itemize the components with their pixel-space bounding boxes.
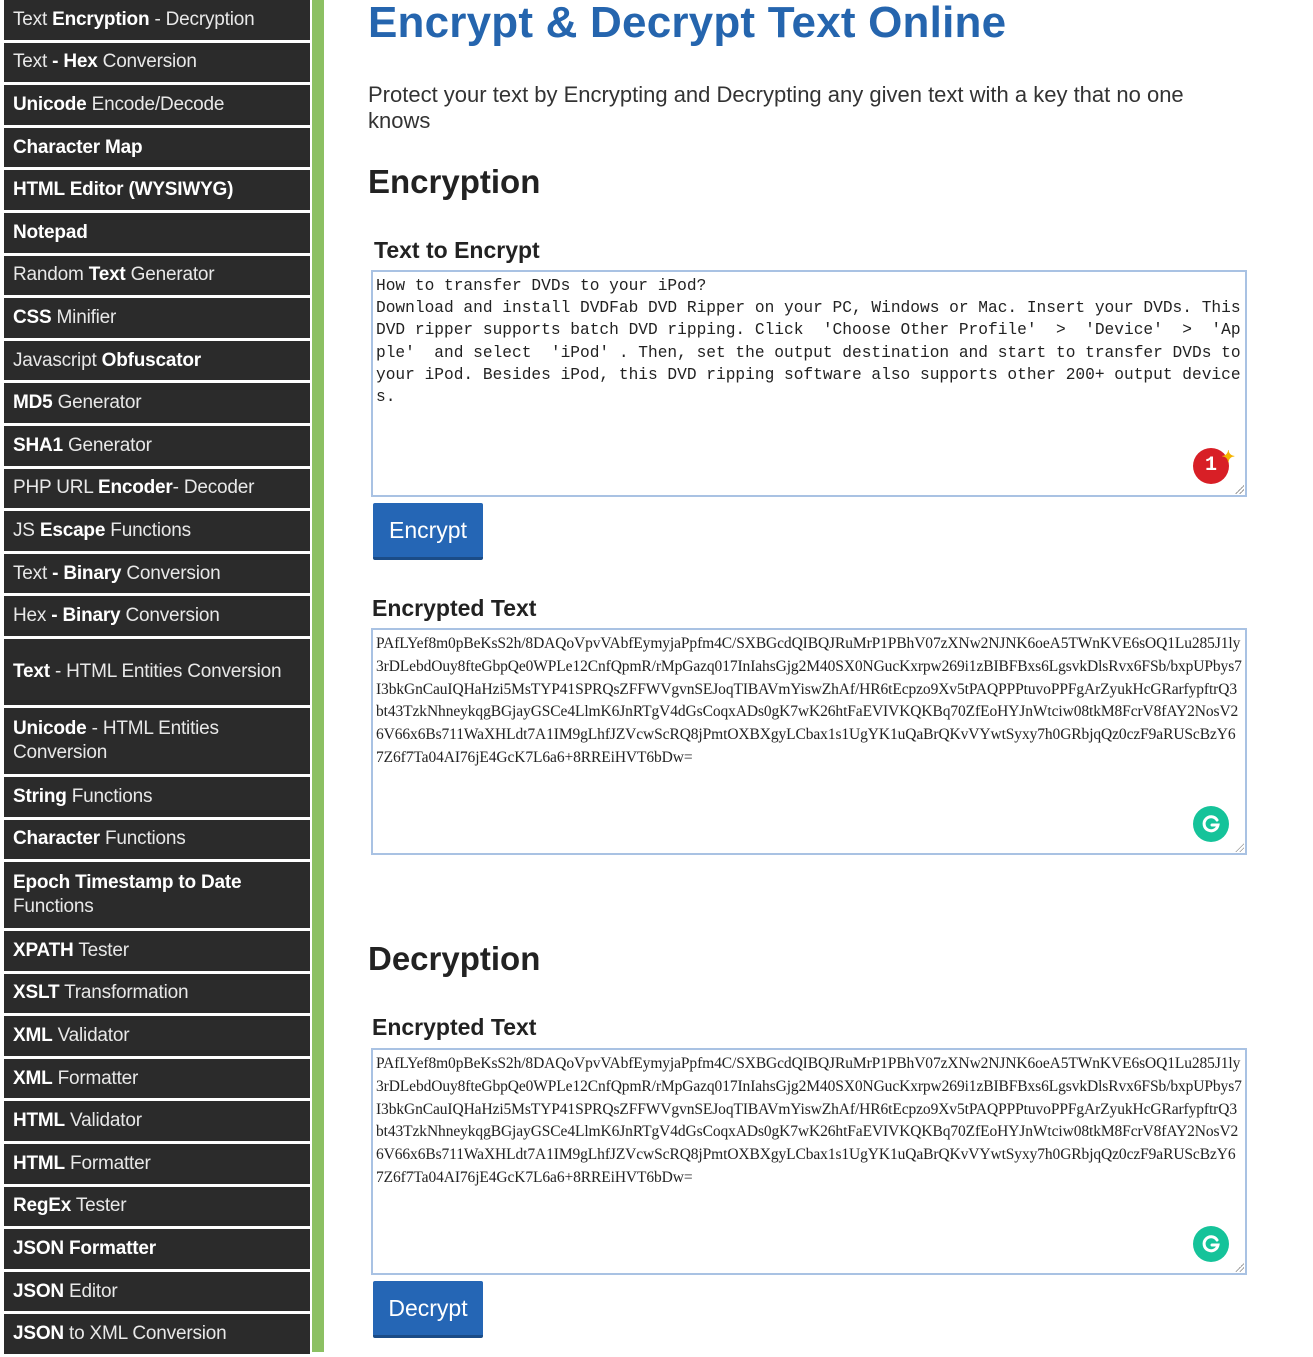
sidebar-nav (0, 0, 324, 1352)
sidebar-item[interactable] (4, 639, 310, 708)
resize-handle[interactable] (1234, 1262, 1244, 1272)
sidebar-item-label: HTML Validator (13, 1110, 142, 1132)
sidebar-item[interactable] (4, 511, 310, 554)
sidebar-item[interactable] (4, 1059, 310, 1102)
sidebar-item[interactable] (4, 85, 310, 128)
sidebar-item-label: Hex - Binary Conversion (13, 605, 220, 627)
sidebar-item-label: Unicode - HTML Entities Conversion (13, 717, 219, 763)
encryption-heading: Encryption (368, 163, 541, 200)
encrypted-text-label: Encrypted Text (372, 595, 537, 621)
sidebar-item-label: Notepad (13, 221, 88, 243)
sidebar-item[interactable] (4, 1314, 310, 1357)
sidebar-item[interactable] (4, 777, 310, 820)
sidebar-item[interactable] (4, 43, 310, 86)
decrypt-input-value: PAfLYef8m0pBeKsS2h/8DAQoVpvVAbfEymyjaPpfm4C/SXBGcdQIBQJRuMrP1PBhV07zXNw2NJNK6oeA5TWnKVE6sOQ1Lu285J1ly3rDLebdOuy8fteGbpQe0WPLe12CnfQpmR/rMpGazq017InIahsGjg2M40SX0NGucKxrpw269i1zBIBFBxs6LgsvkDlsRvx6FSb/bxpUPbys7I3bkGnCauIQHaHzi5MsTYP41SPRQsZFFWVgvnSEJoqTIBAVmYiswZhAf/HR6tEcpzo9Xv5tPAQPPPtuvoPPFgArZyukHcGRarfypftrQ3bt43TzkNhneykqgBGjayGSCe4LlmK6JnRTgV4dGsCoqxADs0gK7wK26htFaEVIVKQKBq70ZfEoHYJnWtciw08tkM8FcrV8fAY2NosV26V66x6Bs711WaXHLdt7A1IM9gLhfJZVcwScRQ8jPmtOXBXgyLCbax1s1UgYK1uQaBrQKvVYwtSyxy7h0GRbjqQz0czF9aRUScBzY67Z6f7Ta04AI76jE4GcK7L6a6+8RREiHVT6bDw= (376, 1055, 1242, 1186)
sidebar-item[interactable] (4, 341, 310, 384)
sidebar-item[interactable] (4, 1144, 310, 1187)
sidebar-item-label: Javascript Obfuscator (13, 349, 201, 371)
sidebar-item[interactable] (4, 1016, 310, 1059)
sidebar-item-label: JS Escape Functions (13, 519, 191, 541)
decryption-heading: Decryption (368, 940, 541, 977)
sidebar-item[interactable] (4, 708, 310, 777)
sidebar-item[interactable] (4, 1229, 310, 1272)
sidebar-item[interactable] (4, 974, 310, 1017)
page-description: Protect your text by Encrypting and Decrypting any given text with a key that no one knows (368, 82, 1184, 133)
sidebar-item-label: Text Encryption - Decryption (13, 8, 255, 30)
sidebar-item-label: HTML Editor (WYSIWYG) (13, 179, 234, 201)
sidebar-item[interactable] (4, 0, 310, 43)
sidebar-item[interactable] (4, 596, 310, 639)
sidebar-stripe (312, 0, 324, 1352)
sidebar-item-label: Text - Binary Conversion (13, 562, 221, 584)
resize-handle[interactable] (1234, 484, 1244, 494)
decrypt-input-textarea[interactable] (371, 1048, 1247, 1275)
sidebar-item[interactable] (4, 213, 310, 256)
sidebar-item-label: Text - Hex Conversion (13, 51, 197, 73)
encrypt-button[interactable]: Encrypt (373, 503, 483, 560)
sidebar-item-label: JSON to XML Conversion (13, 1323, 227, 1345)
sidebar-item-label: XML Validator (13, 1025, 130, 1047)
sidebar-item-label: XML Formatter (13, 1067, 139, 1089)
sidebar-item[interactable] (4, 469, 310, 512)
sidebar-item[interactable] (4, 298, 310, 341)
sidebar-item-label: Character Functions (13, 828, 186, 850)
sidebar-item-label: Text - HTML Entities Conversion (13, 660, 282, 682)
sidebar-item-label: SHA1 Generator (13, 434, 152, 456)
sidebar-item[interactable] (4, 862, 310, 931)
sidebar-item-label: PHP URL Encoder- Decoder (13, 477, 255, 499)
decrypt-input-label: Encrypted Text (372, 1014, 537, 1040)
sidebar-item-label: CSS Minifier (13, 306, 117, 328)
sidebar-item[interactable] (4, 820, 310, 863)
sidebar-item-label: JSON Formatter (13, 1238, 156, 1260)
sidebar-item[interactable] (4, 426, 310, 469)
decrypt-button[interactable]: Decrypt (373, 1281, 483, 1338)
sidebar-item-label: XSLT Transformation (13, 982, 189, 1004)
encrypted-text-output[interactable] (371, 628, 1247, 855)
badge-count: 1 (1204, 454, 1217, 477)
sidebar-item[interactable] (4, 554, 310, 597)
sidebar-item[interactable] (4, 383, 310, 426)
sidebar-item-label: JSON Editor (13, 1280, 118, 1302)
text-to-encrypt-textarea[interactable] (371, 270, 1247, 497)
sidebar-item[interactable] (4, 1101, 310, 1144)
sparkle-icon: ✦ (1221, 449, 1235, 467)
sidebar-item-label: Unicode Encode/Decode (13, 93, 225, 115)
encrypted-text-value: PAfLYef8m0pBeKsS2h/8DAQoVpvVAbfEymyjaPpfm4C/SXBGcdQIBQJRuMrP1PBhV07zXNw2NJNK6oeA5TWnKVE6sOQ1Lu285J1ly3rDLebdOuy8fteGbpQe0WPLe12CnfQpmR/rMpGazq017InIahsGjg2M40SX0NGucKxrpw269i1zBIBFBxs6LgsvkDlsRvx6FSb/bxpUPbys7I3bkGnCauIQHaHzi5MsTYP41SPRQsZFFWVgvnSEJoqTIBAVmYiswZhAf/HR6tEcpzo9Xv5tPAQPPPtuvoPPFgArZyukHcGRarfypftrQ3bt43TzkNhneykqgBGjayGSCe4LlmK6JnRTgV4dGsCoqxADs0gK7wK26htFaEVIVKQKBq70ZfEoHYJnWtciw08tkM8FcrV8fAY2NosV26V66x6Bs711WaXHLdt7A1IM9gLhfJZVcwScRQ8jPmtOXBXgyLCbax1s1UgYK1uQaBrQKvVYwtSyxy7h0GRbjqQz0czF9aRUScBzY67Z6f7Ta04AI76jE4GcK7L6a6+8RREiHVT6bDw= (376, 635, 1242, 766)
sidebar-item-label: Random Text Generator (13, 264, 215, 286)
sidebar-item-label: XPATH Tester (13, 939, 129, 961)
sidebar-item-label: MD5 Generator (13, 392, 142, 414)
sidebar-menu (4, 0, 310, 1357)
sidebar-item[interactable] (4, 1187, 310, 1230)
sidebar-item[interactable] (4, 170, 310, 213)
sidebar-item-label: HTML Formatter (13, 1152, 151, 1174)
sidebar-item[interactable] (4, 1272, 310, 1315)
sidebar-item[interactable] (4, 256, 310, 299)
sidebar-item-label: String Functions (13, 785, 153, 807)
text-to-encrypt-value: How to transfer DVDs to your iPod? Download and install DVDFab DVD Ripper on your PC, Windows or Mac. Insert your DVDs. This DVD ripper supports batch DVD ripping. Click 'Choose Other Profile' > 'Device' > 'Apple' and select 'iPod' . Then, set the output destination and start to transfer DVDs to your iPod. Besides iPod, this DVD ripping software also supports other 200+ output devices. (376, 277, 1241, 407)
sidebar-item[interactable] (4, 931, 310, 974)
text-to-encrypt-label: Text to Encrypt (374, 237, 540, 263)
grammarly-icon[interactable] (1193, 1226, 1229, 1262)
grammarly-icon[interactable] (1193, 806, 1229, 842)
sidebar-item[interactable] (4, 128, 310, 171)
sidebar-item-label: Character Map (13, 136, 143, 158)
extension-badge-icon[interactable] (1193, 448, 1235, 484)
resize-handle[interactable] (1234, 842, 1244, 852)
sidebar-item-label: Epoch Timestamp to Date Functions (13, 872, 242, 918)
sidebar-item-label: RegEx Tester (13, 1195, 127, 1217)
page-title: Encrypt & Decrypt Text Online (368, 0, 1007, 47)
